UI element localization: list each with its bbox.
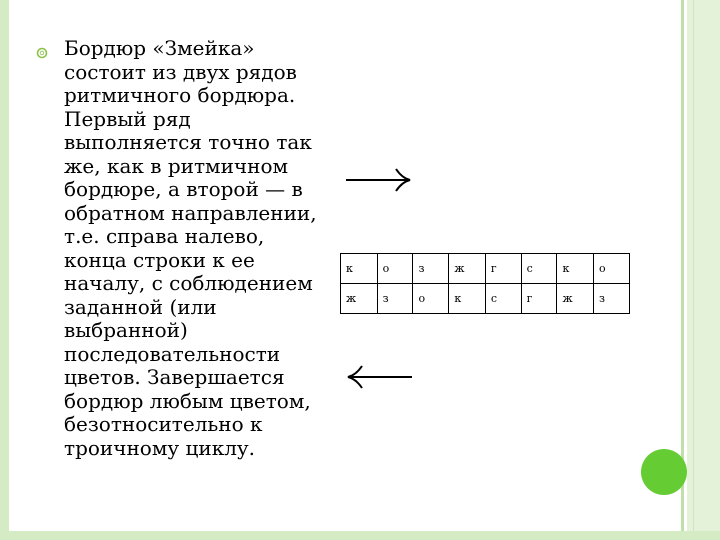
- table-cell: о: [377, 254, 413, 284]
- table-cell: к: [557, 254, 594, 284]
- table-cell: з: [413, 254, 449, 284]
- table-cell: ж: [557, 284, 594, 314]
- slide-frame-bottom: [0, 531, 720, 540]
- table-cell: з: [594, 284, 630, 314]
- slide-frame-right-band: [687, 0, 720, 540]
- table-cell: ж: [449, 254, 486, 284]
- table-cell: к: [341, 254, 378, 284]
- table-cell: к: [449, 284, 486, 314]
- table-cell: з: [377, 284, 413, 314]
- table-cell: ж: [341, 284, 378, 314]
- table-cell: о: [413, 284, 449, 314]
- snake-border-pattern-table: [340, 253, 630, 314]
- green-circle-decoration: [641, 449, 687, 495]
- slide-frame-left: [0, 0, 9, 540]
- table-cell: г: [521, 284, 557, 314]
- hollow-circle-bullet-icon: [36, 47, 48, 59]
- table-cell: с: [485, 284, 521, 314]
- table-cell: г: [485, 254, 521, 284]
- table-row: [341, 284, 630, 314]
- slide-paragraph: Бордюр «Змейка» состоит из двух рядов ритмичного бордюра. Первый ряд выполняется точно так же, как в ритмичном бордюре, а второй — в обратном направлении, т.е. справа налево, конца строки к ее началу, с соблюдением заданной (или выбранной) последовательности цветов. Завершается бордюр любым цветом, безотносительно к троичному циклу.: [64, 36, 317, 460]
- table-row: [341, 254, 630, 284]
- right-arrow-icon: [344, 165, 414, 195]
- left-arrow-icon: [344, 362, 414, 392]
- table-cell: о: [594, 254, 630, 284]
- table-cell: с: [521, 254, 557, 284]
- slide-frame-right-line: [693, 0, 694, 540]
